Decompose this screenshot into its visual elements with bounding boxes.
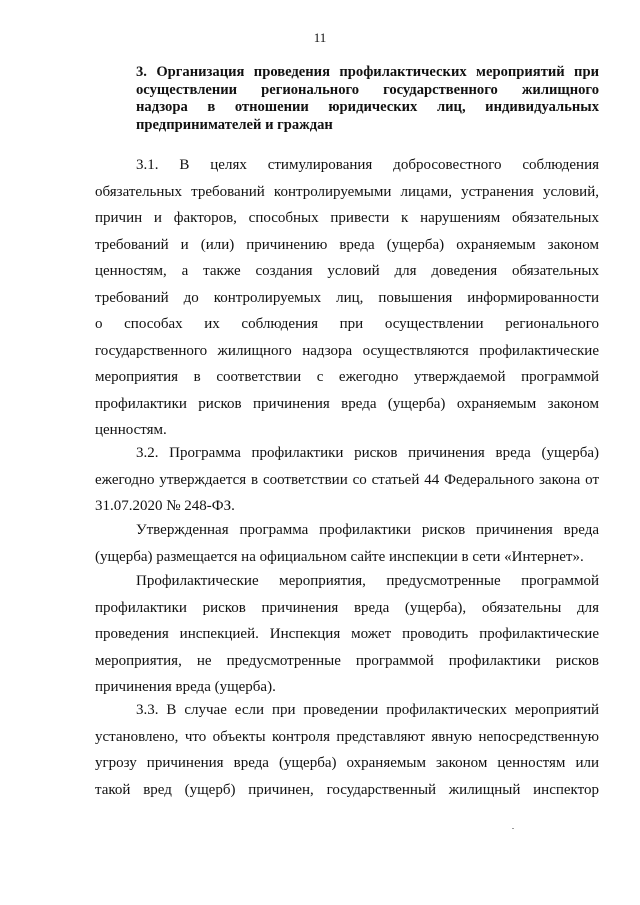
text-line: ежегодно утверждается в соответствии со статьей 44 Федерального закона от [95, 471, 599, 488]
heading-line: 3. Организация проведения профилактических мероприятий при [136, 64, 599, 80]
text-line: мероприятия, не предусмотренные программой профилактики рисков [95, 652, 599, 669]
page-number: 11 [313, 30, 327, 45]
text-line: такой вред (ущерб) причинен, государственный жилищный инспектор [95, 781, 599, 798]
text-line: профилактики рисков причинения вреда (ущерба) охраняемым законом [95, 395, 599, 412]
text-line: 3.1. В целях стимулирования добросовестного соблюдения [136, 157, 599, 173]
heading-line: предпринимателей и граждан [136, 116, 333, 133]
text-line: угрозу причинения вреда (ущерба) охраняемым законом ценностям или [95, 755, 599, 771]
paragraph-3-2 [95, 440, 599, 520]
text-line: 3.3. В случае если при проведении профилактических мероприятий [136, 702, 599, 718]
text-line: причинения вреда (ущерба). [95, 679, 276, 695]
text-line: 31.07.2020 № 248-ФЗ. [95, 498, 235, 514]
text-line: требований до контролируемых лиц, повышения информированности [95, 289, 599, 306]
section-heading [136, 64, 599, 134]
heading-line: осуществлении регионального государственного жилищного [136, 81, 599, 98]
text-line: о способах их соблюдения при осуществлении регионального [95, 316, 599, 332]
text-line: ценностям, а также создания условий для доведения обязательных [95, 263, 599, 279]
text-line: причин и факторов, способных привести к нарушениям обязательных [95, 210, 599, 226]
paragraph-3-1 [95, 152, 599, 444]
text-line: Утвержденная программа профилактики рисков причинения вреда [136, 522, 599, 538]
text-line: профилактики рисков причинения вреда (ущерба), обязательны для [95, 599, 599, 616]
text-line: требований и (или) причинению вреда (ущерба) охраняемым законом [95, 236, 599, 253]
text-line: проведения инспекцией. Инспекция может проводить профилактические [95, 626, 599, 642]
scan-speck [512, 828, 514, 829]
text-line: государственного жилищного надзора осуществляются профилактические [95, 342, 599, 359]
text-line: ценностям. [95, 422, 167, 438]
paragraph-preventive-measures [95, 568, 599, 701]
text-line: 3.2. Программа профилактики рисков причинения вреда (ущерба) [136, 445, 599, 461]
text-line: Профилактические мероприятия, предусмотренные программой [136, 573, 599, 589]
text-line: обязательных требований контролируемыми лицами, устранения условий, [95, 183, 599, 200]
paragraph-program-posting [95, 517, 599, 570]
text-line: мероприятия в соответствии с ежегодно утверждаемой программой [95, 369, 599, 385]
paragraph-3-3 [95, 697, 599, 803]
text-line: (ущерба) размещается на официальном сайте инспекции в сети «Интернет». [95, 548, 584, 565]
text-line: установлено, что объекты контроля представляют явную непосредственную [95, 728, 599, 745]
heading-line: надзора в отношении юридических лиц, индивидуальных [136, 99, 599, 115]
